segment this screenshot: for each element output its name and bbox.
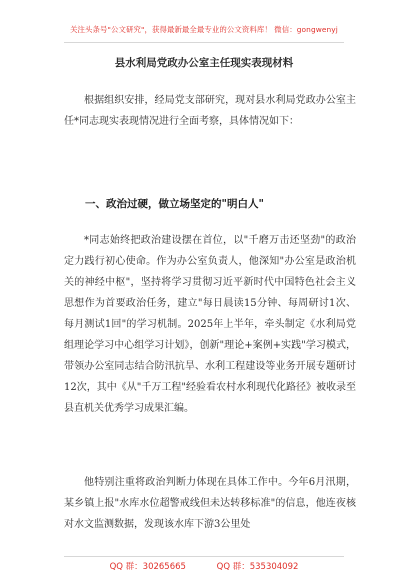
footer-divider: [64, 556, 344, 557]
header-banner: 关注头条号"公文研究"，获得最新最全最专业的公文资料库！ 微信：gongwenyj: [70, 25, 338, 34]
body-paragraph: 他特别注重将政治判断力体现在具体工作中。今年6月汛期，某乡镇上报"水库水位超警戒线但未达转移标准"的信息，他连夜核对水文监测数据，发现该水库下游3公里处: [64, 477, 356, 530]
footer-qq-group: QQ 群：535304092: [216, 562, 299, 572]
footer-qq-group: QQ 群：30265665: [109, 562, 186, 572]
document-title: 县水利局党政办公室主任现实表现材料: [114, 57, 294, 69]
section-heading: 一、政治过硬，做立场坚定的"明白人": [85, 198, 264, 210]
header-divider: [64, 42, 344, 43]
footer-banner: [0, 560, 408, 572]
intro-paragraph: 根据组织安排，经局党支部研究，现对县水利局党政办公室主任*同志现实表现情况进行全面考察，具体情况如下：: [64, 95, 356, 127]
body-paragraph: *同志始终把政治建设摆在首位，以"千磨万击还坚劲"的政治定力践行初心使命。作为办公室负责人，他深知"办公室是政治机关的神经中枢"，坚持将学习贯彻习近平新时代中国特色社会主义思想作为首要政治任务，建立"每日晨读15分钟、每周研讨1次、每月测试1回"的学习机制。2025年上半年，牵头制定《水利局党组理论学习中心组学习计划》，创新"理论+案例+实践"学习模式，带领办公室同志结合防汛抗旱、水利工程建设等业务开展专题研讨12次，其中《从"千万工程"经验看农村水利现代化路径》被收录至县直机关优秀学习成果汇编。: [64, 235, 356, 414]
